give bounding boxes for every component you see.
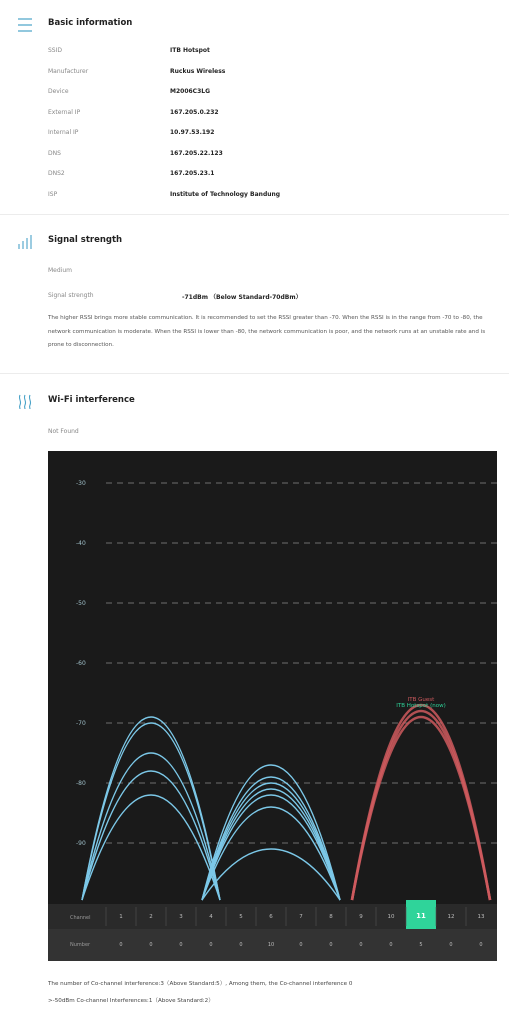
channel-tick-label: 5	[239, 914, 243, 920]
channel-tick-label: 11	[416, 912, 426, 920]
y-tick-label: -90	[76, 840, 86, 847]
channel-tick-label: 1	[119, 914, 123, 920]
y-tick-label: -60	[76, 660, 86, 667]
info-value: M2006C3LG	[170, 88, 210, 95]
arc-label: ITB Guest	[407, 697, 435, 703]
info-value: ITB Hotspot	[170, 47, 210, 54]
info-row	[0, 47, 509, 61]
channel-tick-label: 9	[359, 914, 363, 920]
channel-count-label: 0	[449, 942, 453, 948]
channel-tick-label: 10	[387, 914, 395, 920]
network-arc	[202, 789, 340, 900]
info-label: Device	[48, 88, 69, 95]
arc-label: ITB Hotspot (now)	[396, 703, 446, 709]
basic-info-title: Basic information	[48, 18, 133, 28]
network-arc	[202, 795, 340, 900]
info-value: Institute of Technology Bandung	[170, 190, 281, 198]
info-label: ISP	[48, 190, 58, 198]
current-network-arc	[352, 717, 490, 900]
channel-tick-label: 7	[299, 914, 303, 920]
y-tick-label: -40	[76, 540, 86, 547]
signal-header	[0, 231, 509, 255]
y-tick-label: -80	[76, 780, 86, 787]
signal-row	[0, 292, 509, 306]
divider	[0, 214, 509, 215]
info-label: SSID	[48, 47, 63, 54]
channel-tick-label: 2	[149, 914, 153, 920]
channel-count-label: 0	[389, 942, 393, 948]
signal-title: Signal strength	[48, 235, 123, 245]
info-row	[0, 109, 509, 123]
info-row	[0, 88, 509, 102]
channel-tick-label: 8	[329, 914, 333, 920]
channel-tick-label: 4	[209, 914, 213, 920]
wifi-title: Wi-Fi interference	[48, 395, 135, 405]
channel-tick-label: 12	[447, 914, 455, 920]
network-arc	[82, 723, 220, 900]
menu-icon[interactable]	[16, 16, 34, 34]
info-value: 167.205.23.1	[170, 170, 215, 177]
channel-count-label: 0	[299, 942, 303, 948]
channel-count-label: 0	[119, 942, 123, 948]
divider	[0, 373, 509, 374]
channel-count-label: 0	[209, 942, 213, 948]
channel-count-label: 0	[359, 942, 363, 948]
channel-tick-label: 3	[179, 914, 183, 920]
footer-line-2: >-50dBm Co-channel Interferences:1（Above Standard:2）	[48, 998, 214, 1004]
y-tick-label: -30	[76, 480, 86, 487]
channel-count-label: 0	[239, 942, 243, 948]
network-arc	[82, 771, 220, 900]
info-label: Internal IP	[48, 129, 79, 136]
channel-count-label: 0	[329, 942, 333, 948]
basic-info-header	[0, 14, 509, 38]
network-arc	[82, 753, 220, 900]
info-label: DNS2	[48, 170, 65, 177]
info-row	[0, 170, 509, 184]
info-row	[0, 129, 509, 143]
info-row	[0, 150, 509, 164]
interference-chart	[48, 451, 497, 961]
signal-bars-icon	[16, 233, 34, 251]
channel-tick-label: 13	[477, 914, 485, 920]
chart-svg	[48, 451, 497, 961]
y-tick-label: -50	[76, 600, 86, 607]
channel-count-label: 5	[419, 942, 423, 948]
info-value: Ruckus Wireless	[170, 67, 226, 75]
signal-value: -71dBm （Below Standard-70dBm）	[182, 294, 302, 301]
wifi-header	[0, 391, 509, 415]
info-row	[0, 68, 509, 82]
info-label: Manufacturer	[48, 67, 89, 75]
y-tick-label: -70	[76, 720, 86, 727]
channel-count-label: 0	[149, 942, 153, 948]
info-label: External IP	[48, 108, 81, 116]
network-arc	[202, 807, 340, 900]
signal-level: Medium	[48, 267, 72, 274]
channel-count-label: 0	[179, 942, 183, 948]
footer-line-1: The number of Co-channel interference:3（Above Standard:5）, Among them, the Co-channel interference 0	[48, 981, 353, 987]
info-label: DNS	[48, 149, 61, 157]
interference-status: Not Found	[48, 428, 79, 435]
network-arc	[202, 849, 340, 900]
info-row	[0, 191, 509, 205]
wifi-waves-icon	[16, 393, 34, 411]
network-arc	[202, 783, 340, 900]
info-value: 167.205.22.123	[170, 149, 223, 157]
channel-count-label: 0	[479, 942, 483, 948]
channel-tick-label: 6	[269, 914, 273, 920]
network-arc	[202, 765, 340, 900]
channel-row-label: Channel	[70, 915, 91, 921]
signal-description: The higher RSSI brings more stable communication. It is recommended to set the RSSI greater than -70. When the RSSI is in the range from -70 to -80, the network communication is moderate. When the RSSI is lower than -80, the network communication is poor, and the network runs at an unstable rate and is prone to disconnection.	[48, 315, 486, 348]
number-row-label: Number	[70, 942, 91, 948]
signal-label: Signal strength	[48, 292, 94, 299]
info-value: 10.97.53.192	[170, 129, 215, 136]
channel-count-label: 10	[267, 942, 275, 948]
info-value: 167.205.0.232	[170, 108, 219, 116]
